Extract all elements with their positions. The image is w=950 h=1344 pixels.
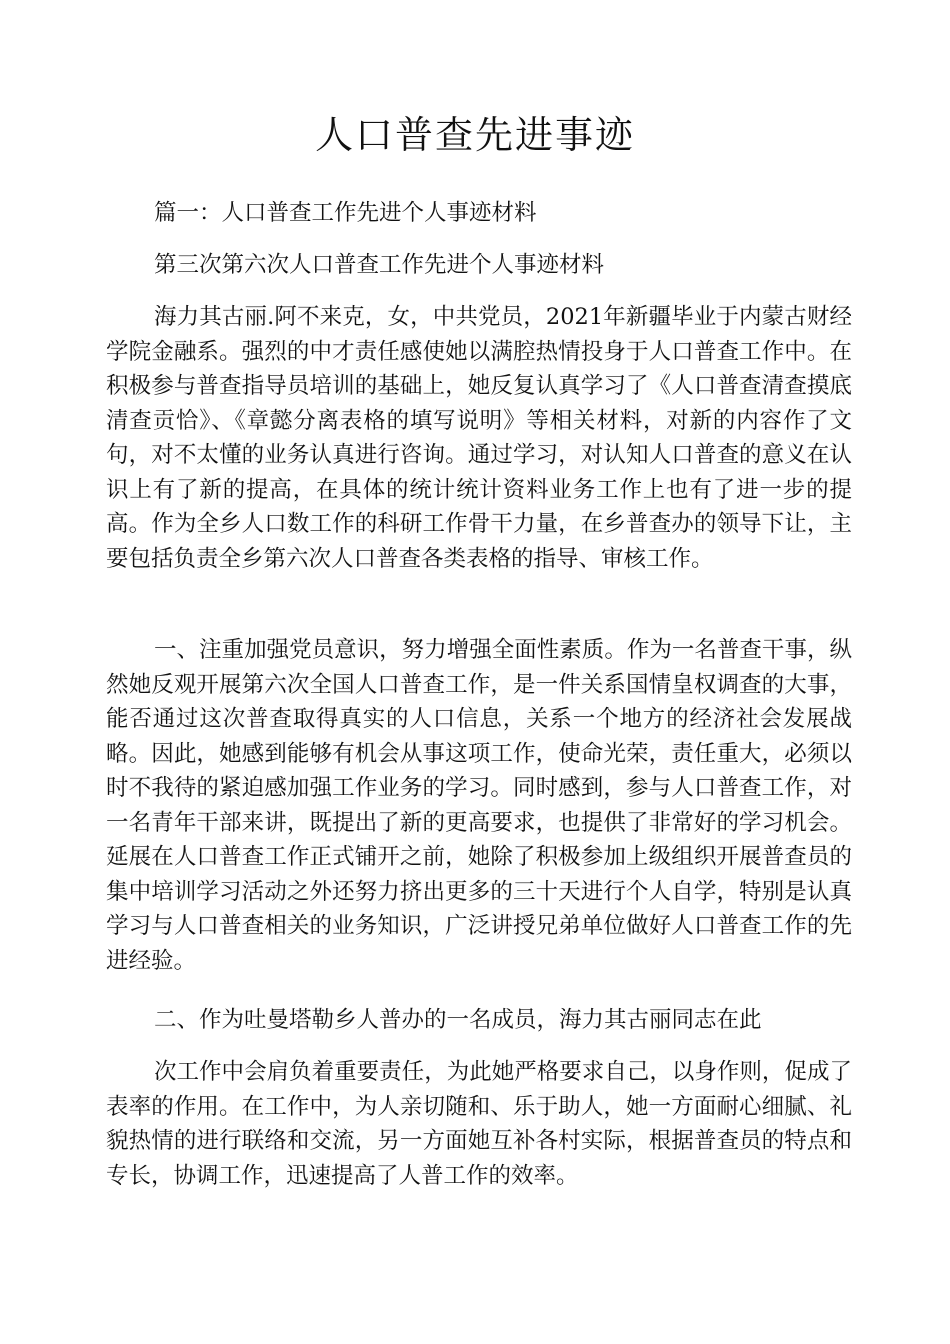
section-heading-1: 篇一：人口普查工作先进个人事迹材料 [154, 200, 537, 226]
body-paragraph-1: 海力其古丽.阿不来克，女，中共党员，2021年新疆毕业于内蒙古财经学院金融系。强烈的中才责任感使她以满腔热情投身于人口普查工作中。在积极参与普查指导员培训的基础上，她反复认真学习了《人口普查清查摸底清查贡恰》、《章懿分离表格的填写说明》等相关材料，对新的内容作了文句，对不太懂的业务认真进行咨询。通过学习，对认知人口普查的意义在认识上有了新的提高，在具体的统计统计资料业务工作上也有了进一步的提高。作为全乡人口数工作的科研工作骨干力量，在乡普查办的领导下让，主要包括负责全乡第六次人口普查各类表格的指导、审核工作。 [106, 304, 852, 572]
body-paragraph-4: 次工作中会肩负着重要责任，为此她严格要求自己，以身作则，促成了表率的作用。在工作中，为人亲切随和、乐于助人，她一方面耐心细腻、礼貌热情的进行联络和交流，另一方面她互补各村实际，根据普查员的特点和专长，协调工作，迅速提高了人普工作的效率。 [106, 1059, 852, 1189]
body-paragraph-3: 二、作为吐曼塔勒乡人普办的一名成员，海力其古丽同志在此 [154, 1007, 762, 1033]
body-paragraph-2: 一、注重加强党员意识，努力增强全面性素质。作为一名普查干事，纵然她反观开展第六次全国人口普查工作，是一件关系国情皇权调查的大事，能否通过这次普查取得真实的人口信息，关系一个地方的经济社会发展战略。因此，她感到能够有机会从事这项工作，使命光荣，责任重大，必须以时不我待的紧迫感加强工作业务的学习。同时感到，参与人口普查工作，对一名青年干部来讲，既提出了新的更高要求，也提供了非常好的学习机会。延展在人口普查工作正式铺开之前，她除了积极参加上级组织开展普查员的集中培训学习活动之外还努力挤出更多的三十天进行个人自学，特别是认真学习与人口普查相关的业务知识，广泛讲授兄弟单位做好人口普查工作的先进经验。 [106, 637, 852, 974]
document-title: 人口普查先进事迹 [314, 113, 635, 157]
section-heading-2: 第三次第六次人口普查工作先进个人事迹材料 [154, 252, 605, 278]
